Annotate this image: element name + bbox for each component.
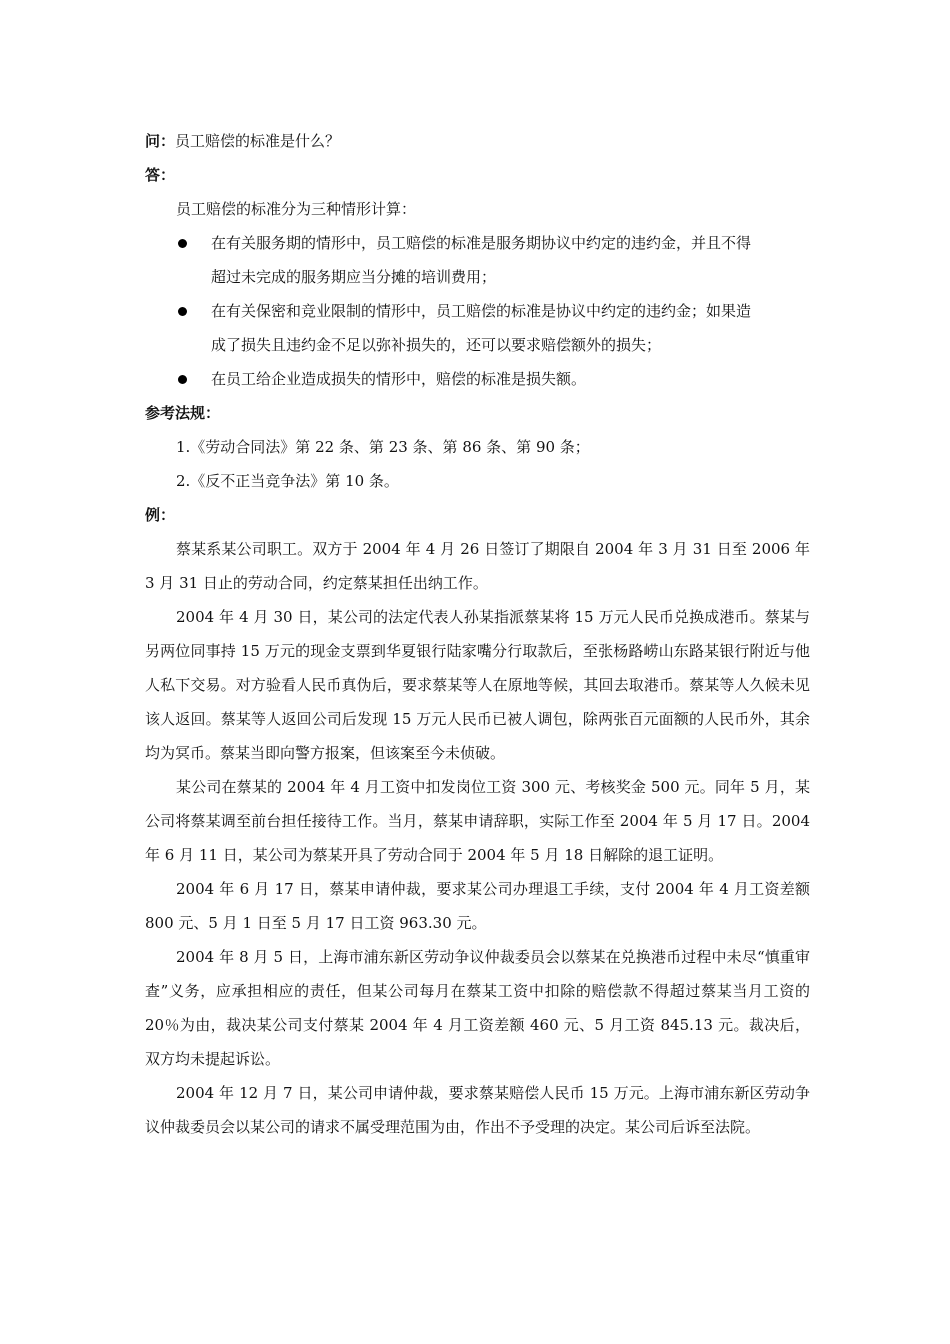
bullet-item-2: 在有关保密和竞业限制的情形中，员工赔偿的标准是协议中约定的违约金；如果造	[145, 294, 810, 328]
references-label: 参考法规：	[145, 404, 221, 422]
bullet-dot-icon	[178, 239, 187, 248]
question-line	[145, 124, 810, 158]
bullet-item-3: 在员工给企业造成损失的情形中，赔偿的标准是损失额。	[145, 362, 810, 396]
example-paragraph: 2004 年 4 月 30 日，某公司的法定代表人孙某指派蔡某将 15 万元人民币兑换成港币。蔡某与另两位同事持 15 万元的现金支票到华夏银行陆家嘴分行取款后，至张杨路崂山东路某银行附近与他人私下交易。对方验看人民币真伪后，要求蔡某等人在原地等候，其回去取港币。蔡某等人久候未见该人返回。蔡某等人返回公司后发现 15 万元人民币已被人调包，除两张百元面额的人民币外，其余均为冥币。蔡某当即向警方报案，但该案至今未侦破。	[145, 608, 810, 762]
answer-intro: 员工赔偿的标准分为三种情形计算：	[176, 200, 417, 218]
example-paragraph: 2004 年 8 月 5 日，上海市浦东新区劳动争议仲裁委员会以蔡某在兑换港币过程中未尽“慎重审查”义务，应承担相应的责任，但某公司每月在蔡某工资中扣除的赔偿款不得超过蔡某当月工资的 20％为由，裁决某公司支付蔡某 2004 年 4 月工资差额 460 元、5 月工资 845.13 元。裁决后，双方均未提起诉讼。	[145, 948, 810, 1068]
reference-item: 1.《劳动合同法》第 22 条、第 23 条、第 86 条、第 90 条；	[176, 438, 590, 456]
bullet-dot-icon	[178, 307, 187, 316]
document-body	[145, 124, 810, 1144]
question-label: 问：	[145, 132, 176, 150]
example-paragraph: 蔡某系某公司职工。双方于 2004 年 4 月 26 日签订了期限自 2004 年 3 月 31 日至 2006 年 3 月 31 日止的劳动合同，约定蔡某担任出纳工作。	[145, 540, 810, 592]
question-text: 员工赔偿的标准是什么？	[175, 132, 341, 150]
bullet-item-1-cont: 超过未完成的服务期应当分摊的培训费用；	[211, 268, 497, 286]
bullet-dot-icon	[178, 375, 187, 384]
example-paragraph: 某公司在蔡某的 2004 年 4 月工资中扣发岗位工资 300 元、考核奖金 500 元。同年 5 月，某公司将蔡某调至前台担任接待工作。当月，蔡某申请辞职，实际工作至 2004 年 5 月 17 日。2004 年 6 月 11 日，某公司为蔡某开具了劳动合同于 2004 年 5 月 18 日解除的退工证明。	[145, 778, 810, 864]
example-paragraph: 2004 年 12 月 7 日，某公司申请仲裁，要求蔡某赔偿人民币 15 万元。上海市浦东新区劳动争议仲裁委员会以某公司的请求不属受理范围为由，作出不予受理的决定。某公司后诉至法院。	[145, 1084, 810, 1136]
bullet-item-1: 在有关服务期的情形中，员工赔偿的标准是服务期协议中约定的违约金，并且不得	[145, 226, 810, 260]
bullet-item-2-cont: 成了损失且违约金不足以弥补损失的，还可以要求赔偿额外的损失；	[211, 336, 662, 354]
answer-label: 答：	[145, 166, 176, 184]
example-label: 例：	[145, 506, 176, 524]
reference-item: 2.《反不正当竞争法》第 10 条。	[176, 472, 399, 490]
example-paragraph: 2004 年 6 月 17 日，蔡某申请仲裁，要求某公司办理退工手续，支付 2004 年 4 月工资差额 800 元、5 月 1 日至 5 月 17 日工资 963.30 元。	[145, 880, 810, 932]
